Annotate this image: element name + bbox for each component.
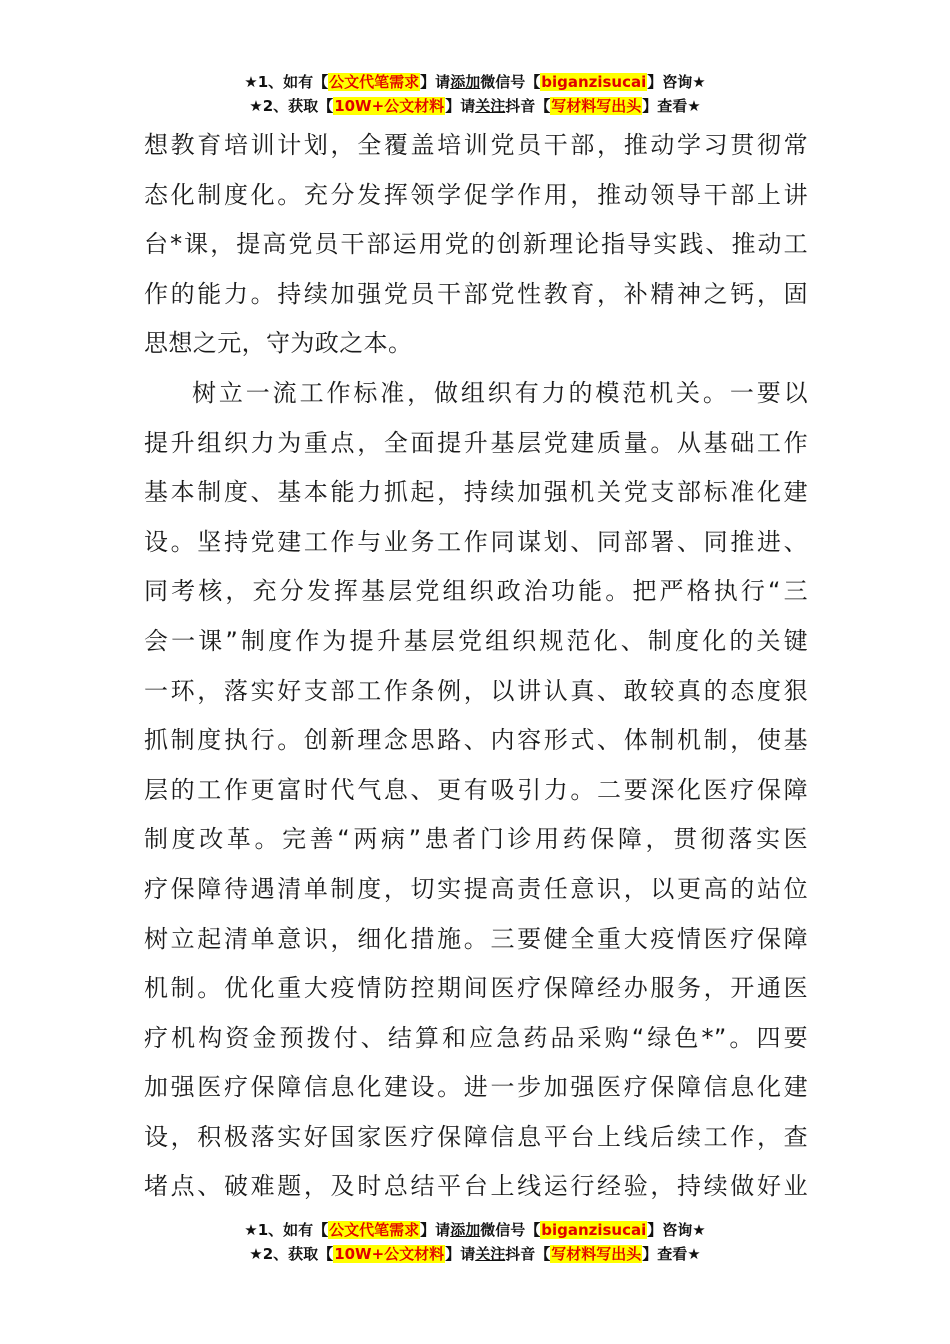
- banner-emphasis: 关注: [475, 1245, 506, 1263]
- body-line: 提升组织力为重点，全面提升基层党建质量。从基础工作: [144, 428, 808, 457]
- banner-text: 微信号【: [480, 1221, 541, 1239]
- header-banner-line-2: [0, 94, 950, 118]
- banner-highlight-materials: 10W+公文材料: [334, 1245, 445, 1263]
- body-line: 同考核，充分发挥基层党组织政治功能。把严格执行“三: [144, 577, 808, 606]
- body-line: 一环，落实好支部工作条例，以讲认真、敢较真的态度狠: [144, 676, 808, 705]
- header-banner-line-1: [0, 70, 950, 94]
- banner-text: 抖音【: [505, 97, 551, 115]
- body-line: 基本制度、基本能力抓起，持续加强机关党支部标准化建: [144, 478, 808, 507]
- banner-highlight-wechat-id: biganzisucai: [541, 1221, 647, 1239]
- banner-text: 微信号【: [480, 73, 541, 91]
- body-line: 堵点、破难题，及时总结平台上线运行经验，持续做好业: [144, 1172, 808, 1201]
- body-line: 设，积极落实好国家医疗保障信息平台上线后续工作，查: [144, 1122, 808, 1151]
- body-line: 层的工作更富时代气息、更有吸引力。二要深化医疗保障: [144, 775, 808, 804]
- body-line: 台*课，提高党员干部运用党的创新理论指导实践、推动工: [144, 230, 808, 259]
- body-line: 会一课”制度作为提升基层党组织规范化、制度化的关键: [144, 626, 808, 655]
- banner-highlight-douyin: 写材料写出头: [551, 1245, 642, 1263]
- footer-banner: [0, 1218, 950, 1266]
- banner-highlight-materials: 10W+公文材料: [334, 97, 445, 115]
- banner-text: ★2、获取【: [249, 1245, 334, 1263]
- body-line: 思想之元，守为政之本。: [144, 329, 413, 358]
- body-line: 疗机构资金预拨付、结算和应急药品采购“绿色*”。四要: [144, 1023, 808, 1052]
- banner-emphasis: 添加: [450, 73, 481, 91]
- body-line: 机制。优化重大疫情防控期间医疗保障经办服务，开通医: [144, 974, 808, 1003]
- body-line: 想教育培训计划，全覆盖培训党员干部，推动学习贯彻常: [144, 131, 808, 159]
- body-line: 抓制度执行。创新理念思路、内容形式、体制机制，使基: [144, 726, 808, 755]
- banner-text: 】查看★: [642, 1245, 701, 1263]
- body-line: 作的能力。持续加强党员干部党性教育，补精神之钙，固: [144, 279, 808, 308]
- banner-emphasis: 添加: [450, 1221, 481, 1239]
- banner-text: 抖音【: [505, 1245, 551, 1263]
- banner-text: 】请: [420, 1221, 451, 1239]
- banner-text: 】请: [420, 73, 451, 91]
- body-line: 加强医疗保障信息化建设。进一步加强医疗保障信息化建: [144, 1073, 808, 1102]
- banner-highlight-wechat-id: biganzisucai: [541, 73, 647, 91]
- banner-highlight-service: 公文代笔需求: [329, 1221, 420, 1239]
- banner-text: 】咨询★: [647, 73, 706, 91]
- banner-text: ★1、如有【: [244, 73, 329, 91]
- body-line: 疗保障待遇清单制度，切实提高责任意识，以更高的站位: [144, 874, 808, 903]
- banner-highlight-service: 公文代笔需求: [329, 73, 420, 91]
- body-line: 设。坚持党建工作与业务工作同谋划、同部署、同推进、: [144, 527, 808, 556]
- banner-text: ★1、如有【: [244, 1221, 329, 1239]
- banner-text: 】咨询★: [647, 1221, 706, 1239]
- body-line: 态化制度化。充分发挥领学促学作用，推动领导干部上讲: [144, 180, 808, 209]
- banner-highlight-douyin: 写材料写出头: [551, 97, 642, 115]
- body-line: 制度改革。完善“两病”患者门诊用药保障，贯彻落实医: [144, 825, 808, 854]
- banner-text: ★2、获取【: [249, 97, 334, 115]
- banner-text: 】查看★: [642, 97, 701, 115]
- document-body: [144, 121, 808, 1212]
- footer-banner-line-2: [0, 1242, 950, 1266]
- banner-text: 】请: [445, 97, 476, 115]
- banner-emphasis: 关注: [475, 97, 506, 115]
- paragraph-heading-line: 树立一流工作标准，做组织有力的模范机关。一要以: [192, 378, 808, 407]
- banner-text: 】请: [445, 1245, 476, 1263]
- header-banner: [0, 70, 950, 118]
- body-line: 树立起清单意识，细化措施。三要健全重大疫情医疗保障: [144, 924, 808, 953]
- footer-banner-line-1: [0, 1218, 950, 1242]
